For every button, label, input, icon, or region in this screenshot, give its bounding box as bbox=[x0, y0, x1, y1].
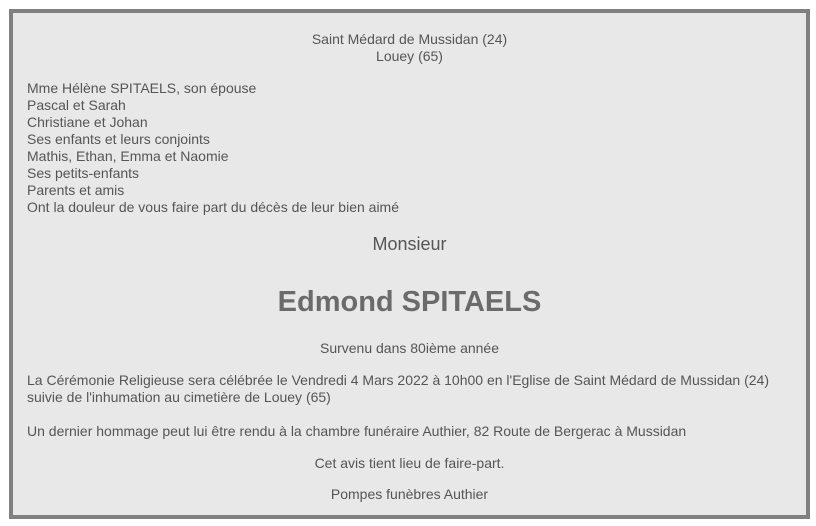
location-line: Saint Médard de Mussidan (24) bbox=[311, 31, 508, 47]
death-notice bbox=[9, 9, 810, 519]
tribute-details: Un dernier hommage peut lui être rendu à la chambre funéraire Authier, 82 Route de Bergerac à Mussidan bbox=[27, 423, 687, 439]
locations-header bbox=[13, 31, 806, 65]
funeral-home-signature: Pompes funèbres Authier bbox=[330, 486, 489, 502]
family-line: Pascal et Sarah bbox=[27, 97, 126, 113]
ceremony-details: La Cérémonie Religieuse sera célébrée le Vendredi 4 Mars 2022 à 10h00 en l'Eglise de Saint Médard de Mussidan (24) suivie de l'inhumation au cimetière de Louey (65) bbox=[27, 372, 770, 405]
age-statement: Survenu dans 80ième année bbox=[319, 340, 500, 356]
family-line: Ses petits-enfants bbox=[27, 165, 140, 181]
family-line: Ses enfants et leurs conjoints bbox=[27, 131, 210, 147]
family-list bbox=[27, 80, 399, 216]
family-line: Mme Hélène SPITAELS, son épouse bbox=[27, 80, 257, 96]
honorific-title: Monsieur bbox=[372, 234, 447, 254]
location-line: Louey (65) bbox=[376, 48, 443, 64]
family-line: Christiane et Johan bbox=[27, 114, 148, 130]
family-line: Ont la douleur de vous faire part du décès de leur bien aimé bbox=[27, 199, 400, 215]
notice-statement: Cet avis tient lieu de faire-part. bbox=[314, 455, 505, 471]
family-line: Mathis, Ethan, Emma et Naomie bbox=[27, 148, 229, 164]
deceased-name: Edmond SPITAELS bbox=[277, 286, 542, 318]
family-line: Parents et amis bbox=[27, 182, 125, 198]
